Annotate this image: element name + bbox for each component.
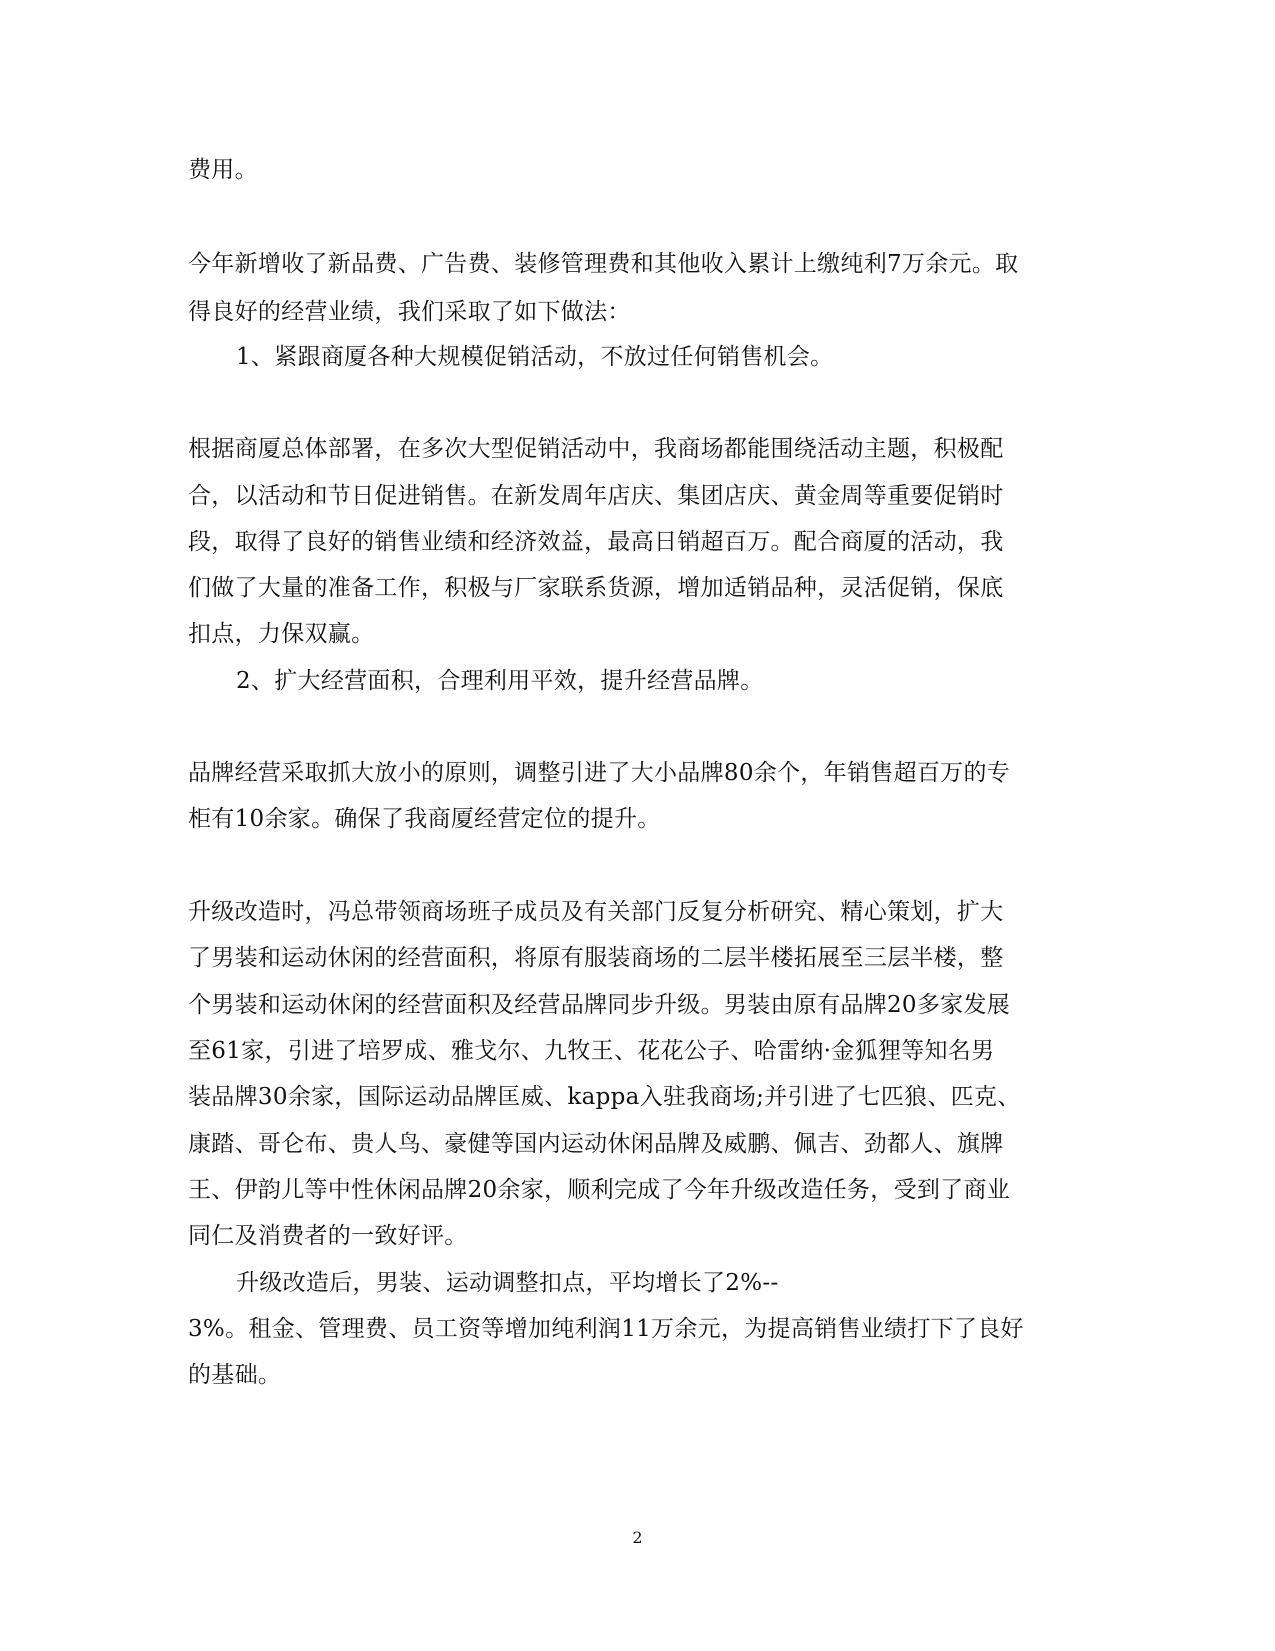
text-line: 王、伊韵儿等中性休闲品牌20余家，顺利完成了今年升级改造任务，受到了商业: [188, 1177, 1011, 1203]
text-line: 3%。租金、管理费、员工资等增加纯利润11万余元，为提高销售业绩打下了良好: [188, 1316, 1024, 1342]
text-line: 升级改造时，冯总带领商场班子成员及有关部门反复分析研究、精心策划，扩大: [188, 899, 1004, 925]
text-line: 得良好的经营业绩，我们采取了如下做法：: [188, 299, 631, 325]
text-line: 的基础。: [188, 1362, 282, 1388]
text-line: 升级改造后，男装、运动调整扣点，平均增长了2%--: [236, 1270, 779, 1296]
text-line: 段，取得了良好的销售业绩和经济效益，最高日销超百万。配合商厦的活动，我: [188, 529, 1004, 555]
text-line: 品牌经营采取抓大放小的原则，调整引进了大小品牌80余个，年销售超百万的专: [188, 760, 1011, 786]
text-line: 柜有10余家。确保了我商厦经营定位的提升。: [188, 806, 661, 832]
text-line: 2、扩大经营面积，合理利用平效，提升经营品牌。: [236, 668, 764, 694]
text-line: 个男装和运动休闲的经营面积及经营品牌同步升级。男装由原有品牌20多家发展: [188, 992, 1011, 1018]
page-number: 2: [632, 1528, 643, 1547]
text-line: 康踏、哥仑布、贵人鸟、豪健等国内运动休闲品牌及威鹏、佩吉、劲都人、旗牌: [188, 1131, 1004, 1157]
text-line: 装品牌30余家，国际运动品牌匡威、kappa入驻我商场;并引进了七匹狼、匹克、: [188, 1084, 1021, 1110]
text-line: 合，以活动和节日促进销售。在新发周年店庆、集团店庆、黄金周等重要促销时: [188, 483, 1004, 509]
text-line: 费用。: [188, 157, 258, 183]
text-line: 至61家，引进了培罗成、雅戈尔、九牧王、花花公子、哈雷纳·金狐狸等知名男: [188, 1038, 995, 1064]
text-line: 扣点，力保双赢。: [188, 621, 375, 647]
text-line: 根据商厦总体部署，在多次大型促销活动中，我商场都能围绕活动主题，积极配: [188, 436, 1004, 462]
text-line: 1、紧跟商厦各种大规模促销活动，不放过任何销售机会。: [236, 344, 834, 370]
text-line: 同仁及消费者的一致好评。: [188, 1223, 468, 1249]
text-line: 了男装和运动休闲的经营面积，将原有服装商场的二层半楼拓展至三层半楼，整: [188, 945, 1004, 971]
text-line: 们做了大量的准备工作，积极与厂家联系货源，增加适销品种，灵活促销，保底: [188, 575, 1004, 601]
text-line: 今年新增收了新品费、广告费、装修管理费和其他收入累计上缴纯利7万余元。取: [188, 251, 1019, 277]
